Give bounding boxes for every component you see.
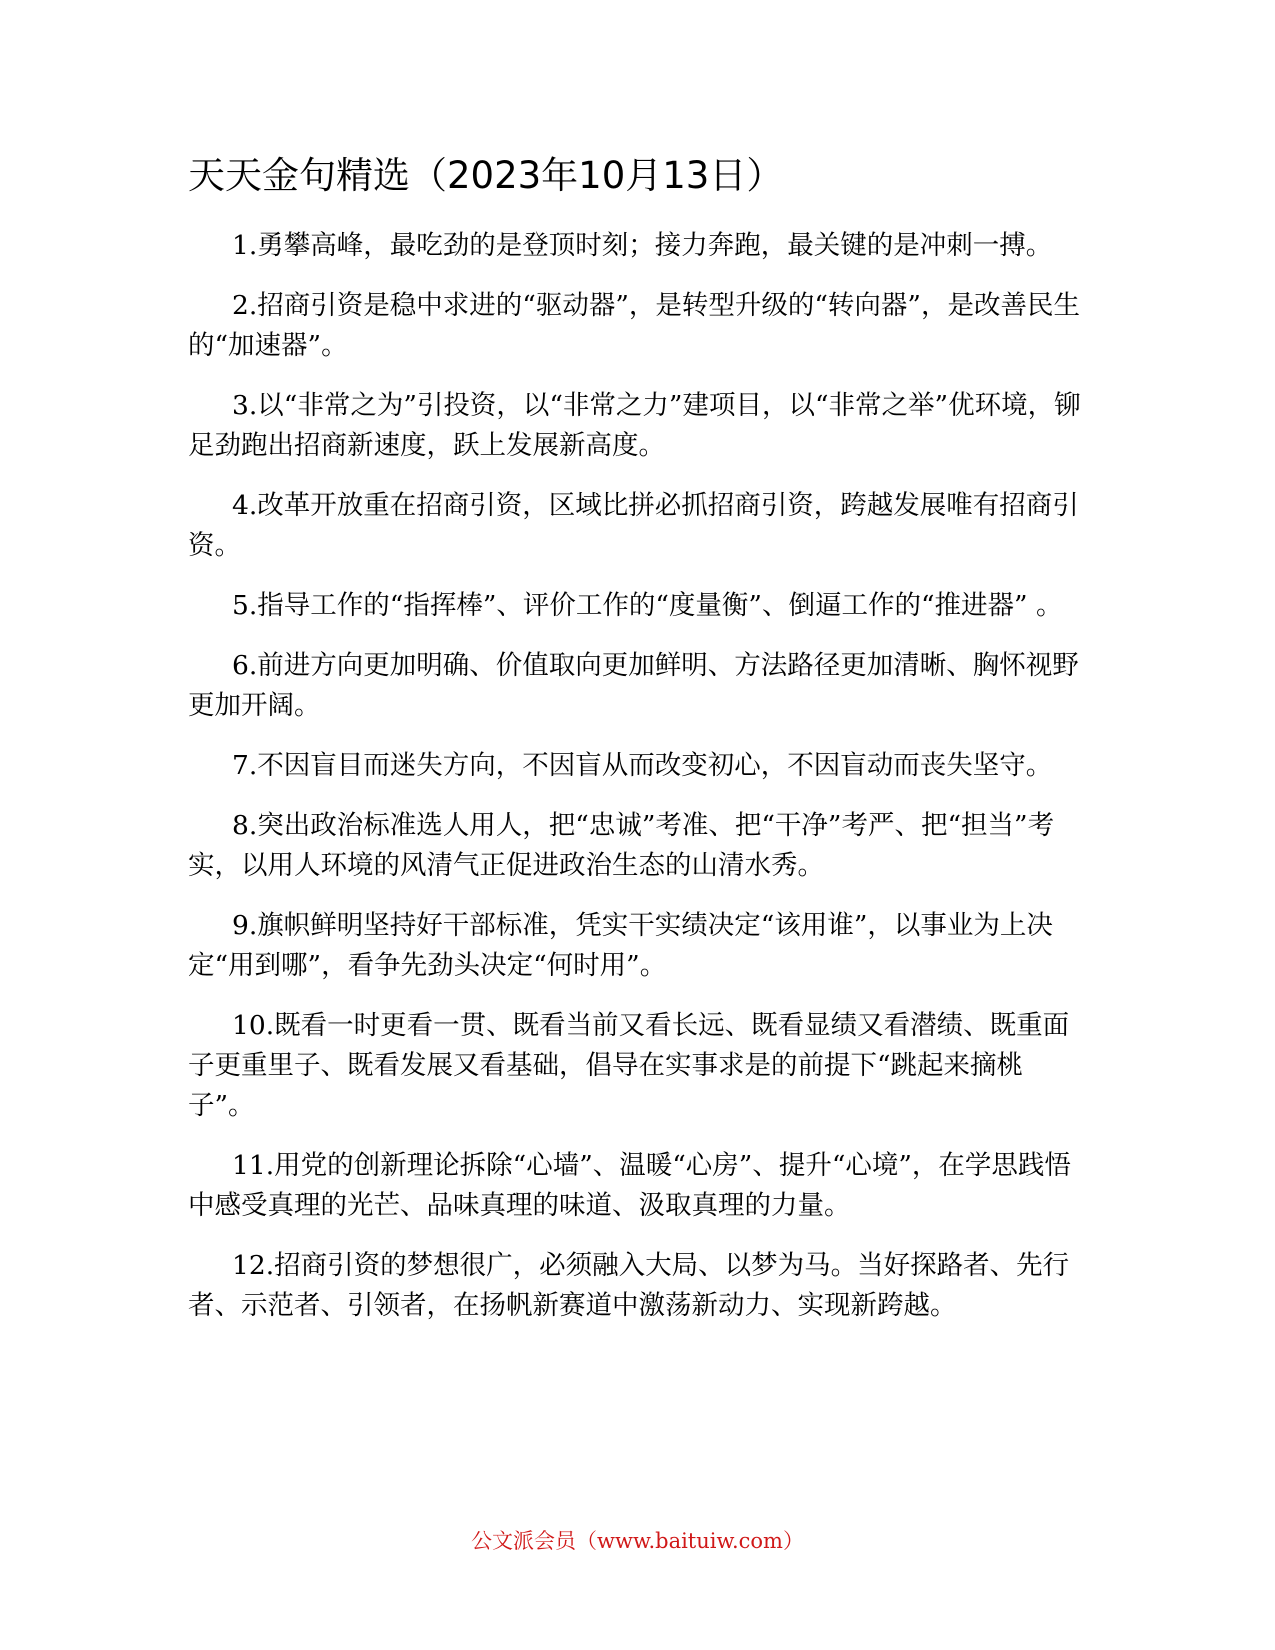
quote-item-11: 11.用党的创新理论拆除“心墙”、温暖“心房”、提升“心境”，在学思践悟中感受真理的光芒、品味真理的味道、汲取真理的力量。 — [188, 1150, 1071, 1221]
footer-watermark: 公文派会员（www.baituiw.com） — [471, 1529, 804, 1553]
quote-item-3: 3.以“非常之为”引投资，以“非常之力”建项目，以“非常之举”优环境，铆足劲跑出招商新速度，跃上发展新高度。 — [188, 390, 1081, 461]
quote-list — [188, 226, 1088, 1346]
quote-item-8: 8.突出政治标准选人用人，把“忠诚”考准、把“干净”考严、把“担当”考实，以用人环境的风清气正促进政治生态的山清水秀。 — [188, 810, 1055, 881]
quote-item-10: 10.既看一时更看一贯、既看当前又看长远、既看显绩又看潜绩、既重面子更重里子、既看发展又看基础，倡导在实事求是的前提下“跳起来摘桃子”。 — [188, 1010, 1070, 1121]
quote-item-12: 12.招商引资的梦想很广，必须融入大局、以梦为马。当好探路者、先行者、示范者、引领者，在扬帆新赛道中激荡新动力、实现新跨越。 — [188, 1250, 1070, 1321]
quote-item-4: 4.改革开放重在招商引资，区域比拼必抓招商引资，跨越发展唯有招商引资。 — [188, 490, 1079, 561]
quote-item-5: 5.指导工作的“指挥棒”、评价工作的“度量衡”、倒逼工作的“推进器” 。 — [232, 590, 1063, 621]
quote-item-1: 1.勇攀高峰，最吃劲的是登顶时刻；接力奔跑，最关键的是冲刺一搏。 — [232, 230, 1053, 261]
quote-item-7: 7.不因盲目而迷失方向，不因盲从而改变初心，不因盲动而丧失坚守。 — [232, 750, 1053, 781]
quote-item-6: 6.前进方向更加明确、价值取向更加鲜明、方法路径更加清晰、胸怀视野更加开阔。 — [188, 650, 1079, 721]
quote-item-9: 9.旗帜鲜明坚持好干部标准，凭实干实绩决定“该用谁”，以事业为上决定“用到哪”，看争先劲头决定“何时用”。 — [188, 910, 1053, 981]
quote-item-2: 2.招商引资是稳中求进的“驱动器”，是转型升级的“转向器”，是改善民生的“加速器”。 — [188, 290, 1080, 361]
page-title: 天天金句精选（2023年10月13日） — [188, 154, 784, 197]
